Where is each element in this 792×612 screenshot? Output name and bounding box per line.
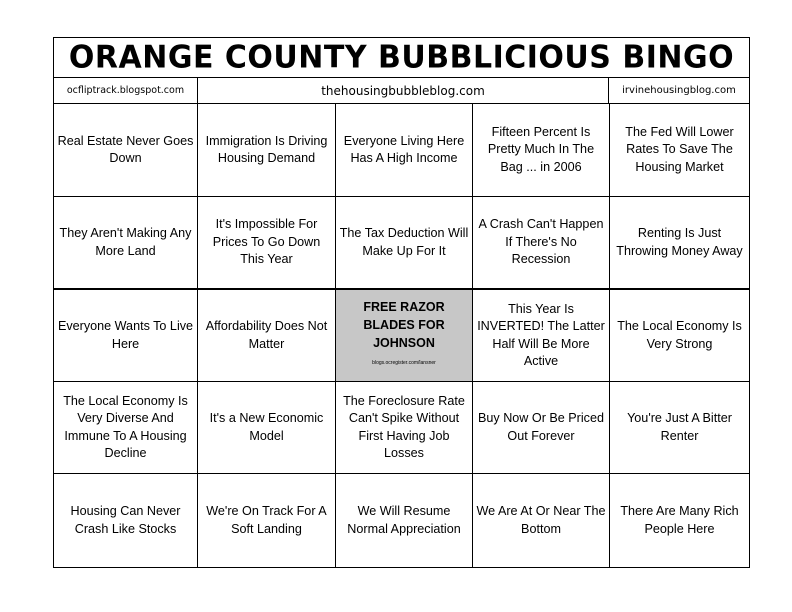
bingo-cell-r2-c1: They Aren't Making Any More Land xyxy=(54,197,198,290)
bingo-cell-r5-c1: Housing Can Never Crash Like Stocks xyxy=(54,474,198,567)
bingo-card xyxy=(53,37,750,568)
bingo-grid xyxy=(54,104,749,567)
bingo-cell-r5-c3: We Will Resume Normal Appreciation xyxy=(336,474,473,567)
bingo-cell-r5-c2: We're On Track For A Soft Landing xyxy=(198,474,336,567)
bingo-cell-r2-c5: Renting Is Just Throwing Money Away xyxy=(610,197,749,290)
site-right: irvinehousingblog.com xyxy=(608,78,749,103)
bingo-cell-r1-c5: The Fed Will Lower Rates To Save The Housing Market xyxy=(610,104,749,197)
bingo-cell-r2-c2: It's Impossible For Prices To Go Down This Year xyxy=(198,197,336,290)
bingo-cell-r1-c2: Immigration Is Driving Housing Demand xyxy=(198,104,336,197)
free-space-cell xyxy=(336,290,473,382)
bingo-cell-r4-c5: You're Just A Bitter Renter xyxy=(610,382,749,474)
bingo-cell-r1-c1: Real Estate Never Goes Down xyxy=(54,104,198,197)
bingo-cell-r2-c3: The Tax Deduction Will Make Up For It xyxy=(336,197,473,290)
bingo-cell-r4-c3: The Foreclosure Rate Can't Spike Without First Having Job Losses xyxy=(336,382,473,474)
bingo-cell-r3-c1: Everyone Wants To Live Here xyxy=(54,290,198,382)
bingo-title: ORANGE COUNTY BUBBLICIOUS BINGO xyxy=(68,38,735,76)
free-space-text: FREE RAZOR BLADES FOR JOHNSON xyxy=(363,300,445,351)
bingo-cell-r4-c2: It's a New Economic Model xyxy=(198,382,336,474)
sites-row xyxy=(54,78,749,104)
bingo-cell-r5-c4: We Are At Or Near The Bottom xyxy=(473,474,610,567)
bingo-cell-r1-c4: Fifteen Percent Is Pretty Much In The Bag ... in 2006 xyxy=(473,104,610,197)
bingo-cell-r3-c5: The Local Economy Is Very Strong xyxy=(610,290,749,382)
title-row xyxy=(54,38,749,78)
bingo-cell-r4-c4: Buy Now Or Be Priced Out Forever xyxy=(473,382,610,474)
bingo-cell-r3-c4: This Year Is INVERTED! The Latter Half Will Be More Active xyxy=(473,290,610,382)
bingo-cell-r1-c3: Everyone Living Here Has A High Income xyxy=(336,104,473,197)
bingo-cell-r3-c2: Affordability Does Not Matter xyxy=(198,290,336,382)
bingo-cell-r2-c4: A Crash Can't Happen If There's No Recession xyxy=(473,197,610,290)
bingo-cell-r5-c5: There Are Many Rich People Here xyxy=(620,504,739,536)
site-left: ocfliptrack.blogspot.com xyxy=(54,78,198,103)
free-space-url: blogs.ocregister.com/lansner xyxy=(372,360,436,367)
site-center: thehousingbubbleblog.com xyxy=(321,83,485,98)
bingo-cell-r4-c1: The Local Economy Is Very Diverse And Immune To A Housing Decline xyxy=(54,382,198,474)
